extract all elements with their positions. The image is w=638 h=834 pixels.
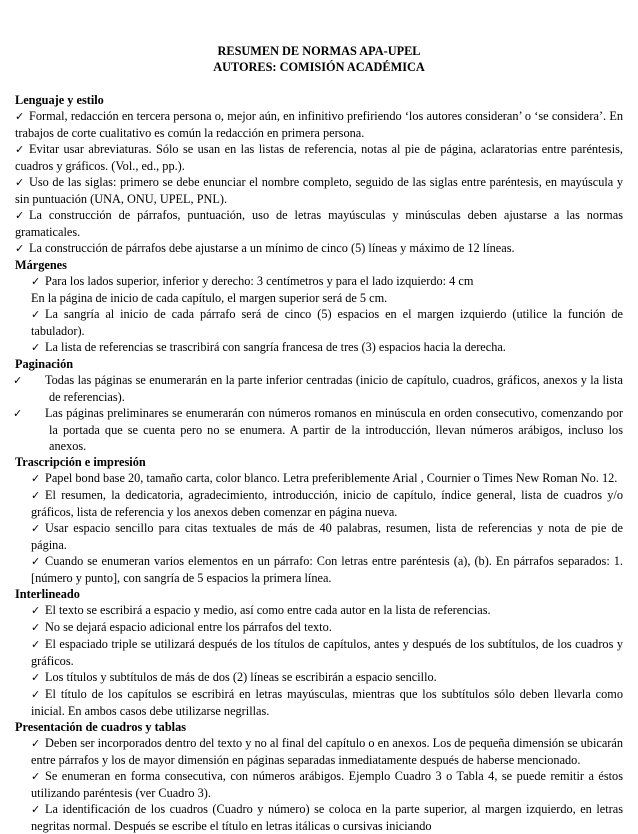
bullet-item bbox=[15, 339, 623, 356]
bullet-item bbox=[15, 290, 623, 306]
bullet-text: Para los lados superior, inferior y derecho: 3 centímetros y para el lado izquierdo: 4 cm bbox=[45, 274, 474, 288]
bullet-item bbox=[15, 108, 623, 141]
check-mark-icon: ✓ bbox=[15, 110, 25, 123]
document-title: RESUMEN DE NORMAS APA-UPEL bbox=[217, 44, 421, 58]
check-mark-icon: ✓ bbox=[31, 472, 41, 485]
check-mark-icon: ✓ bbox=[31, 638, 41, 651]
bullet-item bbox=[15, 174, 623, 207]
check-mark-icon: ✓ bbox=[13, 407, 23, 420]
check-mark-icon: ✓ bbox=[31, 308, 41, 321]
check-mark-icon: ✓ bbox=[31, 770, 41, 783]
section-heading: Trascripción e impresión bbox=[15, 455, 146, 469]
section-heading: Lenguaje y estilo bbox=[15, 93, 104, 107]
check-mark-icon: ✓ bbox=[13, 374, 23, 387]
bullet-text: Papel bond base 20, tamaño carta, color blanco. Letra preferiblemente Arial , Cournier o Times New Roman No. 12. bbox=[45, 471, 618, 485]
bullet-text: El espaciado triple se utilizará después de los títulos de capítulos, antes y después de los subtítulos, de los cuadros y gráficos. bbox=[31, 637, 623, 668]
bullet-text: La identificación de los cuadros (Cuadro y número) se coloca en la parte superior, al margen izquierdo, en letras negritas normal. Después se escribe el título en letras itálicas o cursivas iniciando bbox=[31, 802, 623, 833]
bullet-text: No se dejará espacio adicional entre los párrafos del texto. bbox=[45, 620, 332, 634]
bullet-item bbox=[15, 141, 623, 174]
bullet-item bbox=[15, 553, 623, 586]
document-authors: AUTORES: COMISIÓN ACADÉMICA bbox=[213, 60, 425, 74]
check-mark-icon: ✓ bbox=[31, 621, 41, 634]
bullet-text: La construcción de párrafos debe ajustarse a un mínimo de cinco (5) líneas y máximo de 12 líneas. bbox=[29, 241, 515, 255]
check-mark-icon: ✓ bbox=[15, 209, 25, 222]
bullet-text: Las páginas preliminares se enumerarán con números romanos en minúscula en orden consecutivo, comenzando por la portada que se cuenta pero no se enumera. A partir de la introducción, llevan números arábigos, incluso los anexos. bbox=[45, 406, 623, 453]
bullet-item bbox=[15, 636, 623, 669]
bullet-text: Cuando se enumeran varios elementos en un párrafo: Con letras entre paréntesis (a), (b). En párrafos separados: 1. [número y punto], con sangría de 5 espacios la primera línea. bbox=[31, 554, 623, 585]
bullet-text: El resumen, la dedicatoria, agradecimiento, introducción, inicio de capítulo, índice general, lista de cuadros y/o gráficos, lista de referencia y los anexos deben comenzar en página nueva. bbox=[31, 488, 623, 519]
bullet-item bbox=[15, 487, 623, 520]
section-heading: Presentación de cuadros y tablas bbox=[15, 720, 187, 734]
bullet-text: Se enumeran en forma consecutiva, con números arábigos. Ejemplo Cuadro 3 o Tabla 4, se puede remitir a éstos utilizando paréntesis (ver Cuadro 3). bbox=[31, 769, 623, 800]
bullet-text: Formal, redacción en tercera persona o, mejor aún, en infinitivo prefiriendo ‘los autores consideran’ o ‘se considera’. En trabajos de corte cualitativo es común la redacción en primera persona. bbox=[15, 109, 623, 140]
bullet-item bbox=[15, 470, 623, 487]
check-mark-icon: ✓ bbox=[31, 275, 41, 288]
bullet-text: Uso de las siglas: primero se debe enunciar el nombre completo, seguido de las siglas entre paréntesis, en mayúscula y sin puntuación (UNA, ONU, UPEL, PNL). bbox=[15, 175, 623, 206]
check-mark-icon: ✓ bbox=[15, 176, 25, 189]
title-spacer bbox=[15, 75, 623, 92]
check-mark-icon: ✓ bbox=[31, 671, 41, 684]
document-page bbox=[15, 43, 623, 834]
bullet-item bbox=[15, 619, 623, 636]
bullet-text: La lista de referencias se trascribirá con sangría francesa de tres (3) espacios hacia la derecha. bbox=[45, 340, 506, 354]
bullet-text: El texto se escribirá a espacio y medio, así como entre cada autor en la lista de referencias. bbox=[45, 603, 491, 617]
bullet-item bbox=[15, 801, 623, 834]
bullet-text: Los títulos y subtítulos de más de dos (2) líneas se escribirán a espacio sencillo. bbox=[45, 670, 437, 684]
sections-container bbox=[15, 92, 623, 834]
check-mark-icon: ✓ bbox=[31, 489, 41, 502]
check-mark-icon: ✓ bbox=[31, 803, 41, 816]
bullet-item bbox=[15, 207, 623, 240]
check-mark-icon: ✓ bbox=[15, 242, 25, 255]
bullet-item bbox=[15, 240, 623, 257]
check-mark-icon: ✓ bbox=[31, 522, 41, 535]
bullet-text: Evitar usar abreviaturas. Sólo se usan en las listas de referencia, notas al pie de página, aclaratorias entre paréntesis, cuadros y gráficos. (Vol., ed., pp.). bbox=[15, 142, 623, 173]
bullet-item bbox=[15, 768, 623, 801]
bullet-text: La sangría al inicio de cada párrafo será de cinco (5) espacios en el margen izquierdo (utilice la función de tabulador). bbox=[31, 307, 623, 338]
bullet-text: Deben ser incorporados dentro del texto y no al final del capítulo o en anexos. Los de pequeña dimensión se ubicarán entre párrafos y los de mayor dimensión en páginas separadas inmediatamente después de haberse mencionado. bbox=[31, 736, 623, 767]
bullet-item bbox=[15, 372, 623, 405]
bullet-text: El título de los capítulos se escribirá en letras mayúsculas, mientras que los subtítulos sólo deben llevarla como inicial. En ambos casos debe utilizarse negrillas. bbox=[31, 687, 623, 718]
check-mark-icon: ✓ bbox=[31, 604, 41, 617]
bullet-item bbox=[15, 669, 623, 686]
bullet-item bbox=[15, 405, 623, 454]
check-mark-icon: ✓ bbox=[31, 555, 41, 568]
bullet-text: En la página de inicio de cada capítulo, el margen superior será de 5 cm. bbox=[31, 291, 388, 305]
bullet-text: La construcción de párrafos, puntuación, uso de letras mayúsculas y minúsculas deben ajustarse a las normas gramaticales. bbox=[15, 208, 623, 239]
bullet-text: Usar espacio sencillo para citas textuales de más de 40 palabras, resumen, lista de referencias y nota de pie de página. bbox=[31, 521, 623, 552]
check-mark-icon: ✓ bbox=[31, 688, 41, 701]
section-heading: Interlineado bbox=[15, 587, 80, 601]
bullet-item bbox=[15, 273, 623, 290]
check-mark-icon: ✓ bbox=[31, 737, 41, 750]
bullet-item bbox=[15, 520, 623, 553]
bullet-item bbox=[15, 602, 623, 619]
section-heading: Paginación bbox=[15, 357, 74, 371]
check-mark-icon: ✓ bbox=[15, 143, 25, 156]
bullet-item bbox=[15, 306, 623, 339]
check-mark-icon: ✓ bbox=[31, 341, 41, 354]
bullet-item bbox=[15, 735, 623, 768]
bullet-text: Todas las páginas se enumerarán en la parte inferior centradas (inicio de capítulo, cuadros, gráficos, anexos y la lista de referencias). bbox=[45, 373, 623, 404]
section-heading: Márgenes bbox=[15, 258, 67, 272]
bullet-item bbox=[15, 686, 623, 719]
